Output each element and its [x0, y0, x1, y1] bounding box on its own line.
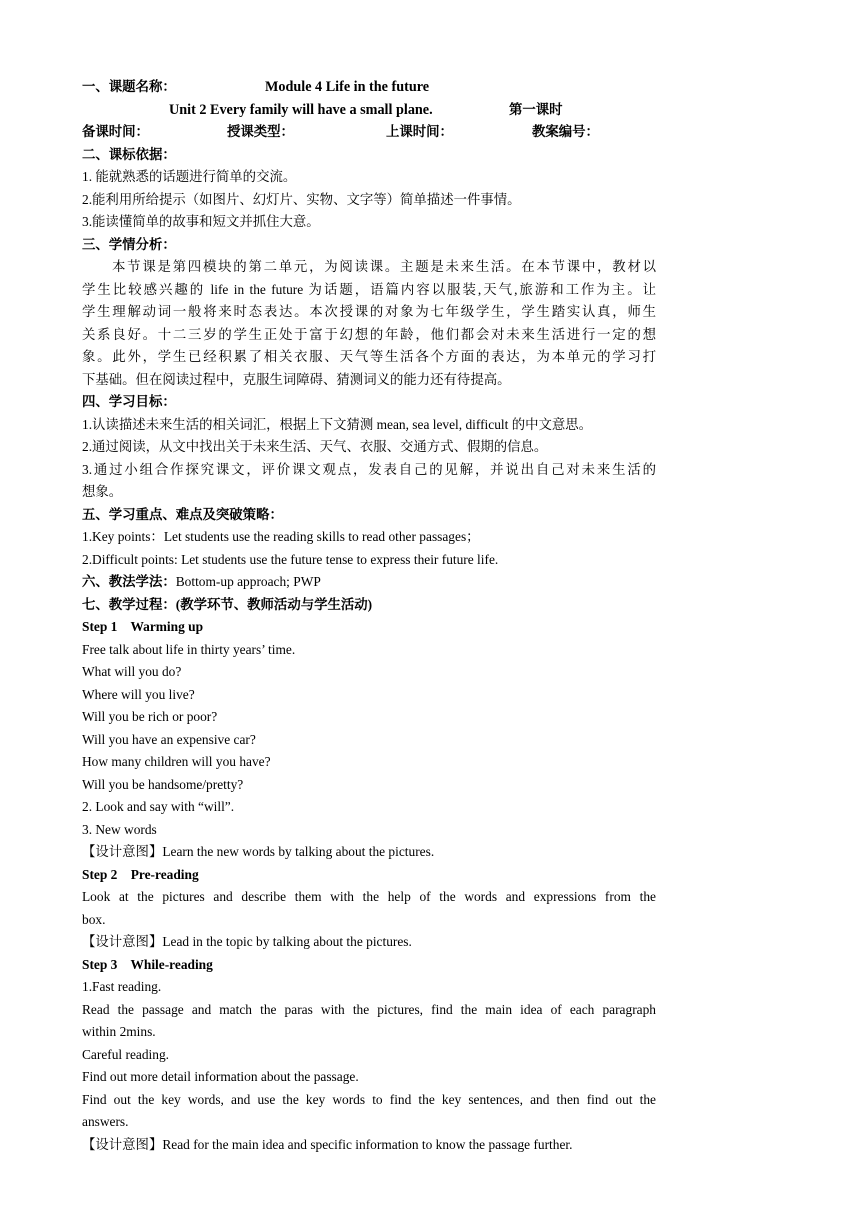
lesson-number: 第一课时	[509, 101, 563, 117]
step-line: answers.	[82, 1114, 129, 1129]
objective-line: 2.通过阅读，从文中找出关于未来生活、天气、衣服、交通方式、假期的信息。	[82, 439, 548, 454]
step-line: 3. New words	[82, 821, 157, 837]
step-line: Will you be handsome/pretty?	[82, 776, 244, 792]
step-line: Find out the key words, and use the key words to find the key sentences, and then find out the	[82, 1091, 656, 1107]
design-intent-line: 【设计意图】Lead in the topic by talking about the pictures.	[82, 934, 412, 949]
step-line: What will you do?	[82, 664, 182, 679]
step-line: 2. Look and say with “will”.	[82, 799, 235, 814]
step-line: Where will you live?	[82, 686, 195, 702]
section-5-title: 五、学习重点、难点及突破策略：	[82, 506, 283, 522]
analysis-line: 下基础。但在阅读过程中，克服生词障碍、猜测词义的能力还有待提高。	[82, 371, 511, 387]
curriculum-item: 1. 能就熟悉的话题进行简单的交流。	[82, 169, 297, 184]
difficult-points-line: 2.Difficult points: Let students use the future tense to express their future life.	[82, 551, 499, 567]
objective-line: 1.认读描述未来生活的相关词汇，根据上下文猜测 mean, sea level, difficult 的中文意思。	[82, 416, 593, 432]
step-2-title: Step 2 Pre-reading	[82, 866, 199, 882]
section-1-label: 一、课题名称：	[82, 79, 176, 94]
curriculum-item: 2.能利用所给提示（如图片、幻灯片、实物、文字等）简单描述一件事情。	[82, 191, 521, 207]
step-line: 1.Fast reading.	[82, 979, 162, 994]
unit-title: Unit 2 Every family will have a small plane.	[169, 101, 433, 118]
prep-time-label: 备课时间：	[82, 124, 149, 139]
step-line: within 2mins.	[82, 1024, 156, 1039]
analysis-line: 学生理解动词一般将来时态表达。本次授课的对象为七年级学生，学生踏实认真，师生	[82, 304, 656, 319]
section-2-title: 二、课标依据：	[82, 146, 176, 162]
plan-number-label: 教案编号：	[532, 124, 599, 139]
step-line: Look at the pictures and describe them with the help of the words and expressions from the	[82, 889, 656, 904]
lesson-type-label: 授课类型：	[227, 124, 294, 139]
design-intent-line: 【设计意图】Learn the new words by talking about the pictures.	[82, 844, 435, 859]
section-6-title: 六、教法学法：	[82, 574, 176, 589]
methods-row	[82, 571, 656, 594]
step-3-title: Step 3 While-reading	[82, 956, 213, 972]
analysis-line: 学生比较感兴趣的 life in the future 为话题，语篇内容以服装,天气,旅游和工作为主。让	[82, 281, 656, 297]
design-intent-line: 【设计意图】Read for the main idea and specific information to know the passage further.	[82, 1136, 573, 1152]
methods-text: Bottom-up approach; PWP	[175, 574, 321, 589]
objective-line: 3.通过小组合作探究课文，评价课文观点，发表自己的见解，并说出自己对未来生活的	[82, 461, 656, 477]
step-line: Find out more detail information about the passage.	[82, 1069, 359, 1084]
class-time-label: 上课时间：	[386, 124, 453, 139]
section-4-title: 四、学习目标：	[82, 394, 176, 409]
step-line: How many children will you have?	[82, 754, 271, 769]
step-line: Free talk about life in thirty years’ time.	[82, 641, 296, 657]
curriculum-item: 3.能读懂简单的故事和短文并抓住大意。	[82, 214, 320, 229]
unit-title-row	[82, 99, 656, 122]
analysis-line: 象。此外，学生已经积累了相关衣服、天气等生活各个方面的表达，为本单元的学习打	[82, 349, 656, 364]
step-line: Will you be rich or poor?	[82, 709, 218, 724]
objective-line: 想象。	[82, 484, 123, 499]
step-1-title: Step 1 Warming up	[82, 619, 204, 634]
analysis-line: 关系良好。十二三岁的学生正处于富于幻想的年龄，他们都会对未来生活进行一定的想	[82, 326, 656, 342]
step-line: Read the passage and match the paras with the pictures, find the main idea of each paragraph	[82, 1001, 656, 1017]
analysis-line: 本节课是第四模块的第二单元，为阅读课。主题是未来生活。在本节课中，教材以	[112, 259, 656, 274]
step-line: Careful reading.	[82, 1046, 169, 1062]
step-line: Will you have an expensive car?	[82, 731, 256, 747]
step-line: box.	[82, 911, 106, 927]
section-7-title: 七、教学过程：(教学环节、教师活动与学生活动)	[82, 596, 373, 612]
module-title: Module 4 Life in the future	[265, 79, 430, 95]
section-3-title: 三、学情分析：	[82, 236, 176, 252]
meta-row	[82, 121, 656, 144]
key-points-line: 1.Key points：Let students use the reading skills to read other passages；	[82, 529, 480, 544]
lesson-plan-page	[82, 76, 656, 1156]
course-title-row	[82, 76, 656, 99]
